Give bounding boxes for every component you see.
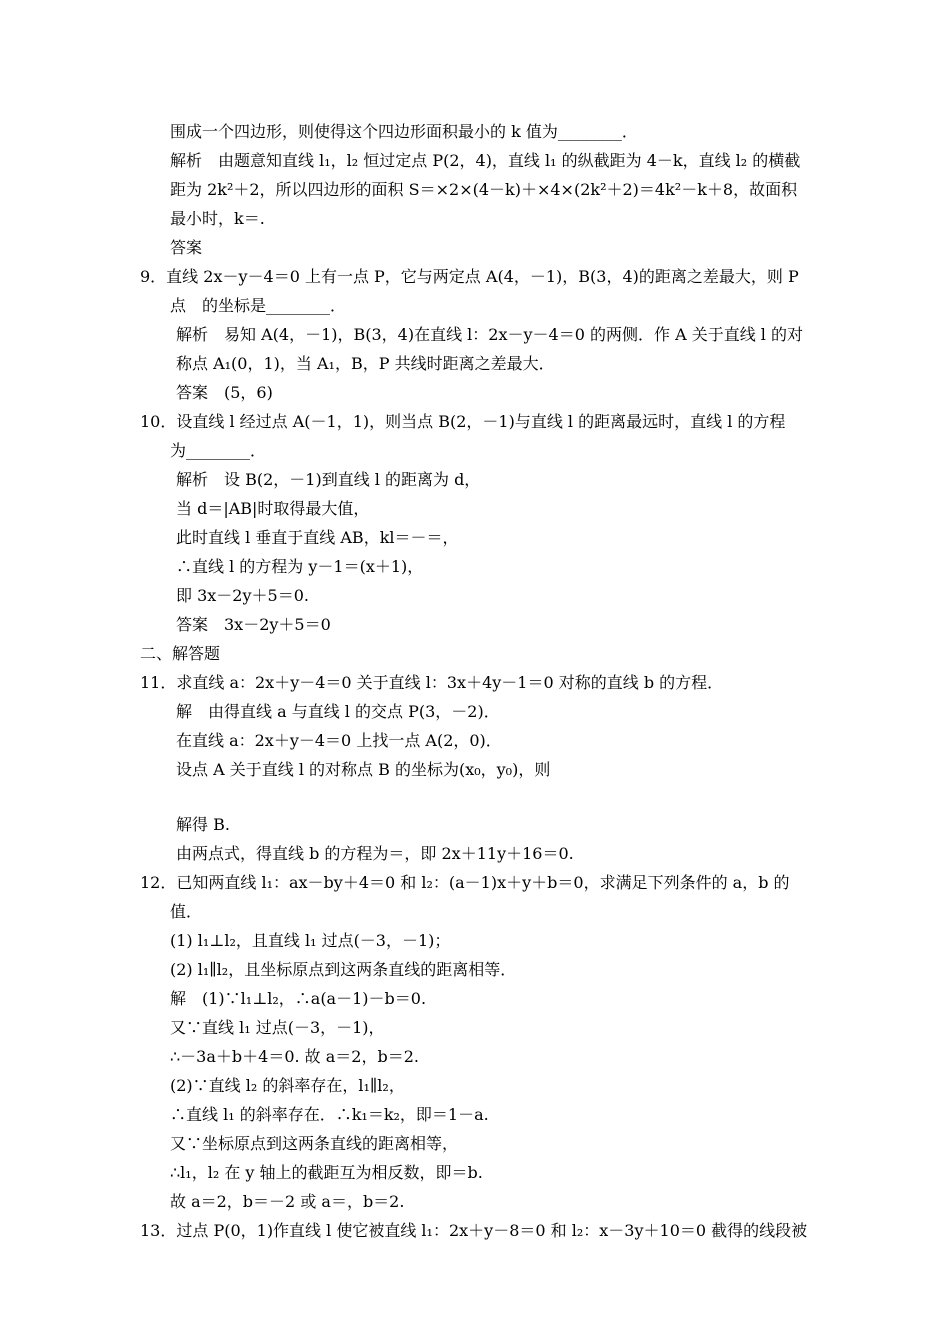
text-line-12: 为________．: [170, 441, 267, 460]
text-line-4: 最小时，k＝.: [170, 209, 265, 228]
text-line-38: 13．过点 P(0，1)作直线 l 使它被直线 l₁：2x＋y－8＝0 和 l₂：x－3y＋10＝0 截得的线段被: [140, 1221, 808, 1240]
text-line-6: 9．直线 2x－y－4＝0 上有一点 P，它与两定点 A(4，－1)，B(3，4)的距离之差最大，则 P: [140, 267, 799, 286]
text-line-24: 解得 B.: [176, 815, 230, 834]
text-line-37: 故 a＝2，b＝－2 或 a＝，b＝2.: [170, 1192, 405, 1211]
text-line-26: 12．已知两直线 l₁：ax－by＋4＝0 和 l₂：(a－1)x＋y＋b＝0，求满足下列条件的 a，b 的: [140, 873, 790, 892]
text-line-11: 10．设直线 l 经过点 A(－1，1)，则当点 B(2，－1)与直线 l 的距离最远时，直线 l 的方程: [140, 412, 786, 431]
text-line-31: 又∵直线 l₁ 过点(－3，－1)，: [170, 1018, 385, 1037]
text-line-33: (2)∵直线 l₂ 的斜率存在，l₁∥l₂，: [170, 1076, 405, 1095]
text-line-35: 又∵坐标原点到这两条直线的距离相等，: [170, 1134, 459, 1153]
text-line-23: 设点 A 关于直线 l 的对称点 B 的坐标为(x₀，y₀)，则: [176, 760, 551, 779]
text-line-36: ∴l₁，l₂ 在 y 轴上的截距互为相反数，即＝b.: [170, 1163, 483, 1182]
text-line-25: 由两点式，得直线 b 的方程为＝，即 2x＋11y＋16＝0.: [176, 844, 574, 863]
text-line-15: 此时直线 l 垂直于直线 AB，kl＝－＝，: [176, 528, 459, 547]
text-line-7: 点 的坐标是________．: [170, 296, 347, 315]
text-line-30: 解 (1)∵l₁⊥l₂，∴a(a－1)－b＝0.: [170, 989, 427, 1008]
text-line-13: 解析 设 B(2，－1)到直线 l 的距离为 d，: [176, 470, 481, 489]
text-line-9: 称点 A₁(0，1)，当 A₁，B，P 共线时距离之差最大．: [176, 354, 555, 373]
text-line-8: 解析 易知 A(4，－1)，B(3，4)在直线 l：2x－y－4＝0 的两侧．作 A 关于直线 l 的对: [176, 325, 803, 344]
text-line-14: 当 d＝|AB|时取得最大值，: [176, 499, 370, 518]
text-line-22: 在直线 a：2x＋y－4＝0 上找一点 A(2，0)．: [176, 731, 502, 750]
text-line-21: 解 由得直线 a 与直线 l 的交点 P(3，－2)．: [176, 702, 500, 721]
text-line-18: 答案 3x－2y＋5＝0: [176, 615, 331, 634]
text-line-34: ∴直线 l₁ 的斜率存在．∴k₁＝k₂，即＝1－a.: [170, 1105, 489, 1124]
text-line-5: 答案: [170, 238, 203, 257]
text-line-29: (2) l₁∥l₂，且坐标原点到这两条直线的距离相等．: [170, 960, 517, 979]
section-heading: 二、解答题: [140, 644, 221, 663]
text-line-3: 距为 2k²＋2，所以四边形的面积 S＝×2×(4－k)＋×4×(2k²＋2)＝4k²－k＋8，故面积: [170, 180, 798, 199]
text-line-20: 11．求直线 a：2x＋y－4＝0 关于直线 l：3x＋4y－1＝0 对称的直线 b 的方程．: [140, 673, 724, 692]
text-line-17: 即 3x－2y＋5＝0.: [176, 586, 309, 605]
text-line-32: ∴－3a＋b＋4＝0. 故 a＝2，b＝2.: [170, 1047, 419, 1066]
text-line-2: 解析 由题意知直线 l₁，l₂ 恒过定点 P(2，4)，直线 l₁ 的纵截距为 4－k，直线 l₂ 的横截: [170, 151, 801, 170]
text-line-28: (1) l₁⊥l₂，且直线 l₁ 过点(－3，－1)；: [170, 931, 451, 950]
text-line-27: 值．: [170, 902, 203, 921]
text-line-16: ∴直线 l 的方程为 y－1＝(x＋1)，: [176, 557, 424, 576]
text-line-10: 答案 (5，6): [176, 383, 273, 402]
text-line-1: 围成一个四边形，则使得这个四边形面积最小的 k 值为________．: [170, 122, 638, 141]
